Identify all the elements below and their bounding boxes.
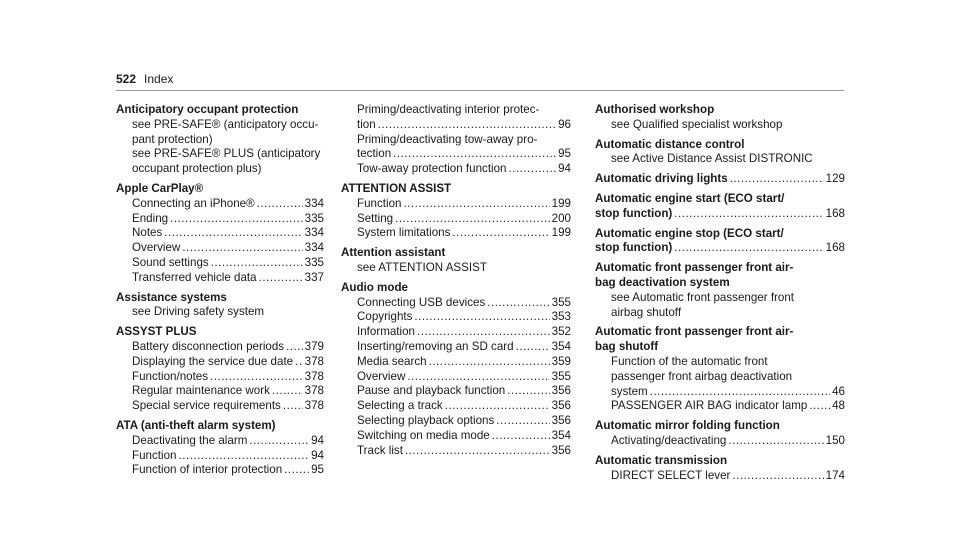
index-subentry[interactable] xyxy=(341,325,571,340)
index-entry xyxy=(341,103,571,177)
index-heading: ATTENTION ASSIST xyxy=(341,181,452,195)
subentry-text: Notes xyxy=(132,226,163,240)
index-subentry[interactable] xyxy=(341,340,571,355)
page-ref[interactable]: 199 xyxy=(551,226,571,240)
leader-dots xyxy=(492,429,550,444)
leader-dots xyxy=(182,241,302,256)
page-ref[interactable]: 150 xyxy=(825,433,845,447)
page-ref[interactable]: 94 xyxy=(311,433,324,447)
index-entry xyxy=(595,138,845,168)
leader-dots xyxy=(516,340,550,355)
leader-dots xyxy=(405,444,550,459)
cross-reference: see Driving safety system xyxy=(132,305,265,319)
index-heading-text: Automatic driving lights xyxy=(595,172,728,186)
index-subentry[interactable] xyxy=(116,449,324,464)
index-subentry[interactable] xyxy=(116,256,324,271)
page-ref[interactable]: 174 xyxy=(825,468,845,482)
index-subentry[interactable] xyxy=(595,469,845,484)
index-heading: Attention assistant xyxy=(341,246,446,260)
subentry-text: Ending xyxy=(132,211,169,225)
page-ref[interactable]: 359 xyxy=(551,354,571,368)
index-entry xyxy=(595,261,845,320)
leader-dots xyxy=(295,355,303,370)
page-ref[interactable]: 378 xyxy=(304,399,324,413)
index-subentry[interactable] xyxy=(341,355,571,370)
index-entry xyxy=(116,325,324,414)
index-subentry[interactable] xyxy=(595,399,845,414)
index-subentry[interactable] xyxy=(341,118,571,133)
leader-dots xyxy=(674,207,823,222)
leader-dots xyxy=(286,340,303,355)
index-subentry[interactable] xyxy=(341,197,571,212)
index-heading: Automatic engine stop (ECO start/ xyxy=(595,226,784,240)
index-subentry[interactable] xyxy=(116,434,324,449)
index-heading: Automatic distance control xyxy=(595,137,745,151)
index-heading-with-page[interactable] xyxy=(595,207,845,222)
index-entry xyxy=(341,246,571,276)
index-column-1 xyxy=(116,103,324,478)
subentry-text: system xyxy=(611,384,648,398)
cross-reference: see Qualified specialist workshop xyxy=(611,117,783,131)
index-subentry[interactable] xyxy=(341,310,571,325)
index-subentry[interactable] xyxy=(116,197,324,212)
cross-reference: Priming/deactivating tow-away pro- xyxy=(357,132,538,146)
subentry-text: Tow-away protection function xyxy=(357,162,507,176)
subentry-text: DIRECT SELECT lever xyxy=(611,468,731,482)
index-entry xyxy=(341,281,571,459)
index-heading: Authorised workshop xyxy=(595,103,715,116)
index-subentry[interactable] xyxy=(116,271,324,286)
leader-dots xyxy=(164,226,302,241)
index-heading: ASSYST PLUS xyxy=(116,325,197,339)
leader-dots xyxy=(407,370,549,385)
page-ref[interactable]: 48 xyxy=(832,399,845,413)
index-subentry[interactable] xyxy=(341,444,571,459)
leader-dots xyxy=(509,162,557,177)
leader-dots xyxy=(249,434,309,449)
page-ref[interactable]: 356 xyxy=(551,399,571,413)
index-heading: Audio mode xyxy=(341,280,408,294)
subentry-text: Inserting/removing an SD card xyxy=(357,339,514,353)
index-heading-with-page[interactable] xyxy=(595,172,845,187)
index-column-3 xyxy=(595,103,845,483)
leader-dots xyxy=(378,118,556,133)
cross-reference: airbag shutoff xyxy=(611,305,682,319)
index-entry xyxy=(595,227,845,257)
index-heading: ATA (anti-theft alarm system) xyxy=(116,418,276,432)
index-entry xyxy=(595,325,845,414)
index-entry xyxy=(595,103,845,133)
subentry-text: Activating/deactivating xyxy=(611,433,727,447)
page-number: 522 xyxy=(116,72,137,86)
index-entry xyxy=(116,182,324,286)
cross-reference: see PRE-SAFE® (anticipatory occu- xyxy=(132,117,319,131)
leader-dots xyxy=(429,355,550,370)
index-subentry[interactable] xyxy=(595,385,845,400)
subentry-text: PASSENGER AIR BAG indicator lamp xyxy=(611,399,808,413)
header-rule xyxy=(116,90,844,91)
subentry-text: Transferred vehicle data xyxy=(132,270,257,284)
page-header xyxy=(116,72,173,86)
index-heading: Automatic transmission xyxy=(595,453,728,467)
page-ref[interactable]: 355 xyxy=(551,369,571,383)
leader-dots xyxy=(211,256,303,271)
index-subentry[interactable] xyxy=(116,384,324,399)
page-ref[interactable]: 379 xyxy=(304,339,324,353)
subentry-text: tection xyxy=(357,147,392,161)
subentry-text: Connecting USB devices xyxy=(357,295,486,309)
leader-dots xyxy=(674,241,823,256)
page-ref[interactable]: 356 xyxy=(551,443,571,457)
subentry-text: Regular maintenance work xyxy=(132,384,270,398)
leader-dots xyxy=(732,469,823,484)
index-subentry[interactable] xyxy=(116,241,324,256)
index-entry xyxy=(595,419,845,449)
page-ref[interactable]: 334 xyxy=(304,241,324,255)
leader-dots xyxy=(210,370,303,385)
index-subentry[interactable] xyxy=(116,355,324,370)
index-subentry[interactable] xyxy=(341,147,571,162)
index-subentry[interactable] xyxy=(341,429,571,444)
leader-dots xyxy=(507,384,549,399)
subentry-text: Overview xyxy=(132,241,181,255)
page-ref[interactable]: 129 xyxy=(825,172,845,186)
page-ref[interactable]: 46 xyxy=(832,384,845,398)
leader-dots xyxy=(650,385,830,400)
subentry-text: Selecting playback options xyxy=(357,413,495,427)
leader-dots xyxy=(417,325,550,340)
index-heading: Apple CarPlay® xyxy=(116,181,204,195)
page-ref[interactable]: 334 xyxy=(304,226,324,240)
subentry-text: Information xyxy=(357,325,415,339)
index-heading-text: stop function) xyxy=(595,206,673,220)
leader-dots xyxy=(393,147,556,162)
cross-reference: see Active Distance Assist DISTRONIC xyxy=(611,152,813,166)
cross-reference: occupant protection plus) xyxy=(132,162,262,176)
index-subentry[interactable] xyxy=(116,463,324,478)
index-heading: Automatic front passenger front air- bag shutoff xyxy=(595,325,794,354)
leader-dots xyxy=(178,449,309,464)
index-entry xyxy=(341,182,571,241)
page-ref[interactable]: 378 xyxy=(304,354,324,368)
cross-reference: Priming/deactivating interior protec- xyxy=(357,103,540,116)
subentry-text: Function xyxy=(132,448,177,462)
page-ref[interactable]: 378 xyxy=(304,384,324,398)
subentry-text: Special service requirements xyxy=(132,399,281,413)
leader-dots xyxy=(403,197,549,212)
page-ref[interactable]: 335 xyxy=(304,255,324,269)
section-title: Index xyxy=(144,72,174,86)
index-subentry[interactable] xyxy=(116,370,324,385)
index-subentry[interactable] xyxy=(341,296,571,311)
page-ref[interactable]: 355 xyxy=(551,295,571,309)
page-ref[interactable]: 96 xyxy=(558,117,571,131)
index-subentry[interactable] xyxy=(341,162,571,177)
cross-reference: Function of the automatic front xyxy=(611,354,768,368)
leader-dots xyxy=(730,172,824,187)
subentry-text: Track list xyxy=(357,443,403,457)
page-ref[interactable]: 200 xyxy=(551,211,571,225)
subentry-text: Battery disconnection periods xyxy=(132,339,285,353)
page-ref[interactable]: 95 xyxy=(311,463,324,477)
cross-reference: passenger front airbag deactivation xyxy=(611,369,793,383)
cross-reference: see PRE-SAFE® PLUS (anticipatory xyxy=(132,147,321,161)
index-column-2 xyxy=(341,103,571,458)
page-ref[interactable]: 378 xyxy=(304,369,324,383)
leader-dots xyxy=(445,399,550,414)
cross-reference: see ATTENTION ASSIST xyxy=(357,260,487,274)
leader-dots xyxy=(272,384,303,399)
page-ref[interactable]: 354 xyxy=(551,428,571,442)
subentry-text: Function xyxy=(357,196,402,210)
page-ref[interactable]: 94 xyxy=(558,162,571,176)
index-subentry[interactable] xyxy=(116,340,324,355)
index-entry xyxy=(595,454,845,484)
index-entry xyxy=(595,172,845,187)
index-heading: Anticipatory occupant protection xyxy=(116,103,299,116)
index-subentry[interactable] xyxy=(341,414,571,429)
index-heading-text: stop function) xyxy=(595,241,673,255)
index-heading: Automatic mirror folding function xyxy=(595,419,780,433)
leader-dots xyxy=(170,212,303,227)
index-entry xyxy=(116,291,324,321)
page-ref[interactable]: 95 xyxy=(558,147,571,161)
index-heading: Assistance systems xyxy=(116,290,227,304)
cross-reference: pant protection) xyxy=(132,132,213,146)
subentry-text: Pause and playback function xyxy=(357,384,506,398)
leader-dots xyxy=(809,399,830,414)
leader-dots xyxy=(487,296,549,311)
subentry-text: Function of interior protection xyxy=(132,463,283,477)
page-ref[interactable]: 168 xyxy=(825,206,845,220)
index-heading: Automatic front passenger front air- bag deactivation system xyxy=(595,261,794,289)
page-ref[interactable]: 337 xyxy=(304,270,324,284)
page-ref[interactable]: 352 xyxy=(551,325,571,339)
subentry-text: Copyrights xyxy=(357,310,413,324)
subentry-text: Deactivating the alarm xyxy=(132,433,248,447)
index-entry xyxy=(116,103,324,177)
subentry-text: Media search xyxy=(357,354,427,368)
cross-reference: see Automatic front passenger front xyxy=(611,290,795,304)
index-heading-with-page[interactable] xyxy=(595,241,845,256)
subentry-text: Overview xyxy=(357,369,406,383)
subentry-text: Displaying the service due date xyxy=(132,354,294,368)
index-subentry[interactable] xyxy=(341,212,571,227)
leader-dots xyxy=(395,212,550,227)
leader-dots xyxy=(414,310,549,325)
index-heading: Automatic engine start (ECO start/ xyxy=(595,191,785,205)
subentry-text: Sound settings xyxy=(132,255,209,269)
leader-dots xyxy=(728,434,823,449)
leader-dots xyxy=(284,463,309,478)
subentry-text: Selecting a track xyxy=(357,399,443,413)
page-ref[interactable]: 168 xyxy=(825,241,845,255)
subentry-text: tion xyxy=(357,117,376,131)
page-ref[interactable]: 334 xyxy=(304,196,324,210)
page-ref[interactable]: 356 xyxy=(551,413,571,427)
leader-dots xyxy=(496,414,549,429)
index-subentry[interactable] xyxy=(341,226,571,241)
index-subentry[interactable] xyxy=(341,399,571,414)
subentry-text: Connecting an iPhone® xyxy=(132,196,255,210)
leader-dots xyxy=(257,197,303,212)
leader-dots xyxy=(283,399,303,414)
index-entry xyxy=(116,419,324,478)
index-subentry[interactable] xyxy=(595,434,845,449)
index-subentry[interactable] xyxy=(116,399,324,414)
index-subentry[interactable] xyxy=(341,370,571,385)
leader-dots xyxy=(452,226,549,241)
page-ref[interactable]: 354 xyxy=(551,339,571,353)
subentry-text: System limitations xyxy=(357,226,451,240)
page-ref[interactable]: 94 xyxy=(311,448,324,462)
index-entry xyxy=(595,192,845,222)
index-subentry[interactable] xyxy=(341,384,571,399)
index-subentry[interactable] xyxy=(116,226,324,241)
page-ref[interactable]: 353 xyxy=(551,310,571,324)
subentry-text: Switching on media mode xyxy=(357,428,490,442)
index-subentry[interactable] xyxy=(116,212,324,227)
page-ref[interactable]: 335 xyxy=(304,211,324,225)
page-ref[interactable]: 199 xyxy=(551,196,571,210)
page-ref[interactable]: 356 xyxy=(551,384,571,398)
subentry-text: Setting xyxy=(357,211,394,225)
subentry-text: Function/notes xyxy=(132,369,209,383)
leader-dots xyxy=(259,271,303,286)
